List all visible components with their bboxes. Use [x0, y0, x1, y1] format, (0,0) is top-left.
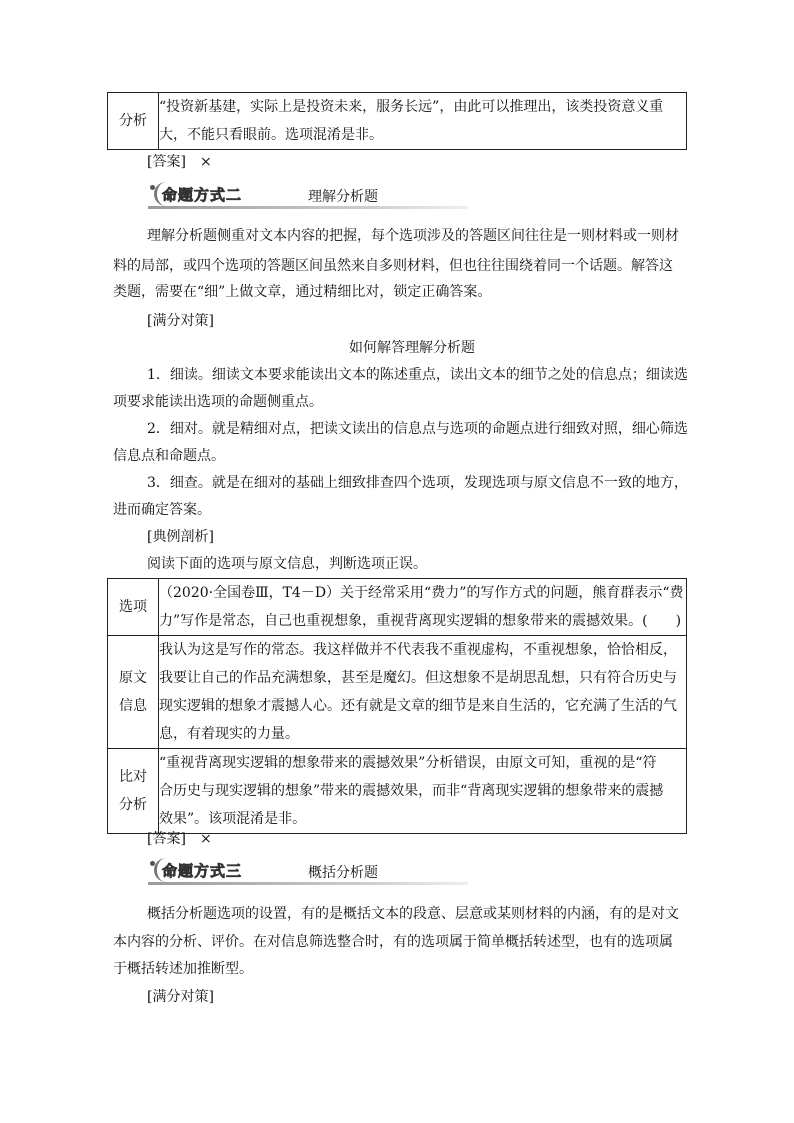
step-line: 3．细查。就是在细对的基础上细致排查四个选项，发现选项与原文信息不一致的地方， — [147, 475, 688, 491]
row-label: 原文 信息 — [108, 636, 159, 749]
table-row — [108, 579, 687, 636]
paragraph-line: 理解分析题侧重对文本内容的把握，每个选项涉及的答题区间往往是一则材料或一则材 — [147, 228, 679, 244]
analysis-table-top — [107, 92, 687, 150]
answer-line-2 — [147, 829, 212, 849]
analysis-content — [159, 93, 687, 150]
section-tag-label: 命题方式三 — [162, 862, 243, 880]
analysis-line: “投资新基建，实际上是投资未来，服务长远”，由此可以推理出，该类投资意义重 — [159, 99, 664, 115]
paragraph-line: 概括分析题选项的设置，有的是概括文本的段意、层意或某则材料的内涵，有的是对文 — [147, 906, 679, 922]
example-intro: 阅读下面的选项与原文信息，判断选项正误。 — [147, 556, 427, 572]
section-title: 概括分析题 — [308, 865, 378, 881]
paragraph-line: 料的局部，或四个选项的答题区间虽然来自多则材料，但也往往围绕着同一个话题。解答这 — [113, 258, 673, 274]
step-line: 2．细对。就是精细对点，把读文读出的信息点与选项的命题点进行细致对照，细心筛选 — [147, 421, 688, 437]
bullet-dot-icon — [150, 185, 155, 190]
wrong-mark-icon: × — [199, 154, 212, 170]
table-row — [108, 749, 687, 834]
bullet-dot-icon — [150, 861, 155, 866]
row-content: “重视背离现实逻辑的想象带来的震撼效果”分析错误，由原文可知，重视的是“符 合历史与现实逻辑的想象”带来的震撼效果，而非“背离现实逻辑的想象带来的震撼 效果”。该项混淆是非。 — [159, 749, 687, 834]
paragraph-line: 类题，需要在“细”上做文章，通过精细比对，锁定正确答案。 — [113, 284, 492, 300]
answer-label: [答案] — [147, 154, 186, 170]
row-content: 我认为这是写作的常态。我这样做并不代表我不重视虚构，不重视想象，恰恰相反， 我要让自己的作品充满想象，甚至是魔幻。但这想象不是胡思乱想，只有符合历史与 现实逻辑的想象才震撼人心。还有就是文章的细节是来自生活的，它充满了生活的气 息，有着现实的力量。 — [159, 636, 687, 749]
paragraph-line: 本内容的分析、评价。在对信息筛选整合时，有的选项属于简单概括转述型，也有的选项属 — [113, 934, 673, 950]
paragraph-line: 于概括转述加推断型。 — [113, 961, 253, 977]
method-title: 如何解答理解分析题 — [349, 340, 475, 356]
wrong-mark-icon: × — [199, 831, 212, 847]
section-title: 理解分析题 — [308, 189, 378, 205]
step-line: 进而确定答案。 — [113, 502, 211, 518]
table-row — [108, 636, 687, 749]
step-line: 信息点和命题点。 — [113, 448, 225, 464]
section-heading-2 — [148, 182, 468, 212]
section-tag-label: 命题方式二 — [162, 186, 243, 204]
section-heading-3 — [148, 858, 468, 888]
row-content: （2020·全国卷Ⅲ，T4－D）关于经常采用“费力”的写作方式的问题，熊育群表示“费 力”写作是常态，自己也重视想象，重视背离现实逻辑的想象带来的震撼效果。( ) — [159, 579, 687, 636]
strategy-label: [满分对策] — [147, 989, 214, 1005]
row-label: 比对 分析 — [108, 749, 159, 834]
row-label: 选项 — [108, 579, 159, 636]
example-label: [典例剖析] — [147, 529, 214, 545]
step-line: 1．细读。细读文本要求能读出文本的陈述重点，读出文本的细节之处的信息点；细读选 — [147, 367, 688, 383]
answer-line-1 — [147, 152, 212, 172]
step-line: 项要求能读出选项的命题侧重点。 — [113, 394, 323, 410]
example-table — [107, 578, 687, 834]
analysis-line: 大，不能只看眼前。选项混淆是非。 — [159, 127, 383, 143]
strategy-label: [满分对策] — [147, 313, 214, 329]
answer-label: [答案] — [147, 831, 186, 847]
analysis-label: 分析 — [108, 93, 159, 150]
